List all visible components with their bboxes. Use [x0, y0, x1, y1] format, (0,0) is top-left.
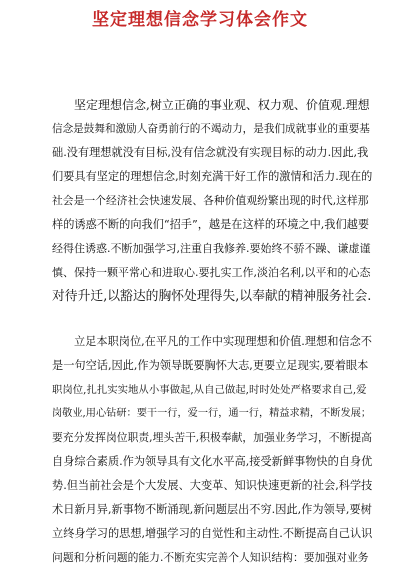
paragraph-1-line-3: 础.没有理想就没有目标,没有信念就没有实现目标的动力.因此,我: [52, 146, 369, 159]
paragraph-2-line-6: 自身综合素质.作为领导具有文化水平高,接受新鲜事物快的自身优: [52, 455, 373, 468]
document-title: 坚定理想信念学习体会作文: [92, 10, 308, 30]
paragraph-2-line-8: 术日新月异,新事物不断涌现,新问题层出不穷.因此,作为领导,要树: [52, 503, 372, 516]
paragraph-1-line-4: 们要具有坚定的理想信念,时刻充满干好工作的激情和活力.现在的: [52, 170, 373, 183]
paragraph-1-line-8: 慎、保持一颗平常心和进取心.要扎实工作,淡泊名利,以平和的心态: [52, 266, 371, 279]
paragraph-1-line-7: 经得住诱惑.不断加强学习,注重自我修养.要始终不骄不躁、谦虚谨: [52, 242, 371, 255]
paragraph-1-line-1: 坚定理想信念,树立正确的事业观、权力观、价值观.理想: [74, 98, 370, 112]
paragraph-2-line-7: 势.但当前社会是个大发展、大变革、知识快速更新的社会,科学技: [52, 479, 373, 492]
paragraph-1-line-2: 信念是鼓舞和激励人奋勇前行的不竭动力，是我们成就事业的重要基: [52, 123, 370, 135]
paragraph-2-line-5: 要充分发挥岗位职责,埋头苦干,积极奉献，加强业务学习，不断提高: [52, 431, 372, 444]
paragraph-2-line-4: 岗敬业,用心钻研：要干一行，爱一行，通一行，精益求精，不断发展；: [52, 408, 372, 419]
paragraph-2-line-10: 问题和分析问题的能力.不断充实完善个人知识结构：要加强对业务: [52, 551, 369, 564]
paragraph-2-line-9: 立终身学习的思想,增强学习的自觉性和主动性.不断提高自己认识: [52, 527, 373, 540]
paragraph-1-line-5: 社会是一个经济社会快速发展、各种价值观纷繁出现的时代,这样那: [52, 194, 369, 207]
paragraph-2-line-2: 是一句空话,因此,作为领导既要胸怀大志,更要立足现实,要着眼本: [52, 359, 369, 372]
paragraph-1-line-6: 样的诱惑不断的向我们“招手”，越是在这样的环境之中,我们越要: [52, 218, 370, 231]
paragraph-2-line-1: 立足本职岗位,在平凡的工作中实现理想和价值.理想和信念不: [74, 335, 372, 348]
paragraph-1-line-9: 对待升迁,以豁达的胸怀处理得失,以奉献的精神服务社会.: [52, 289, 372, 304]
paragraph-2-line-3: 职岗位,扎扎实实地从小事做起,从自己做起,时时处处严格要求自己,爱: [52, 384, 367, 396]
